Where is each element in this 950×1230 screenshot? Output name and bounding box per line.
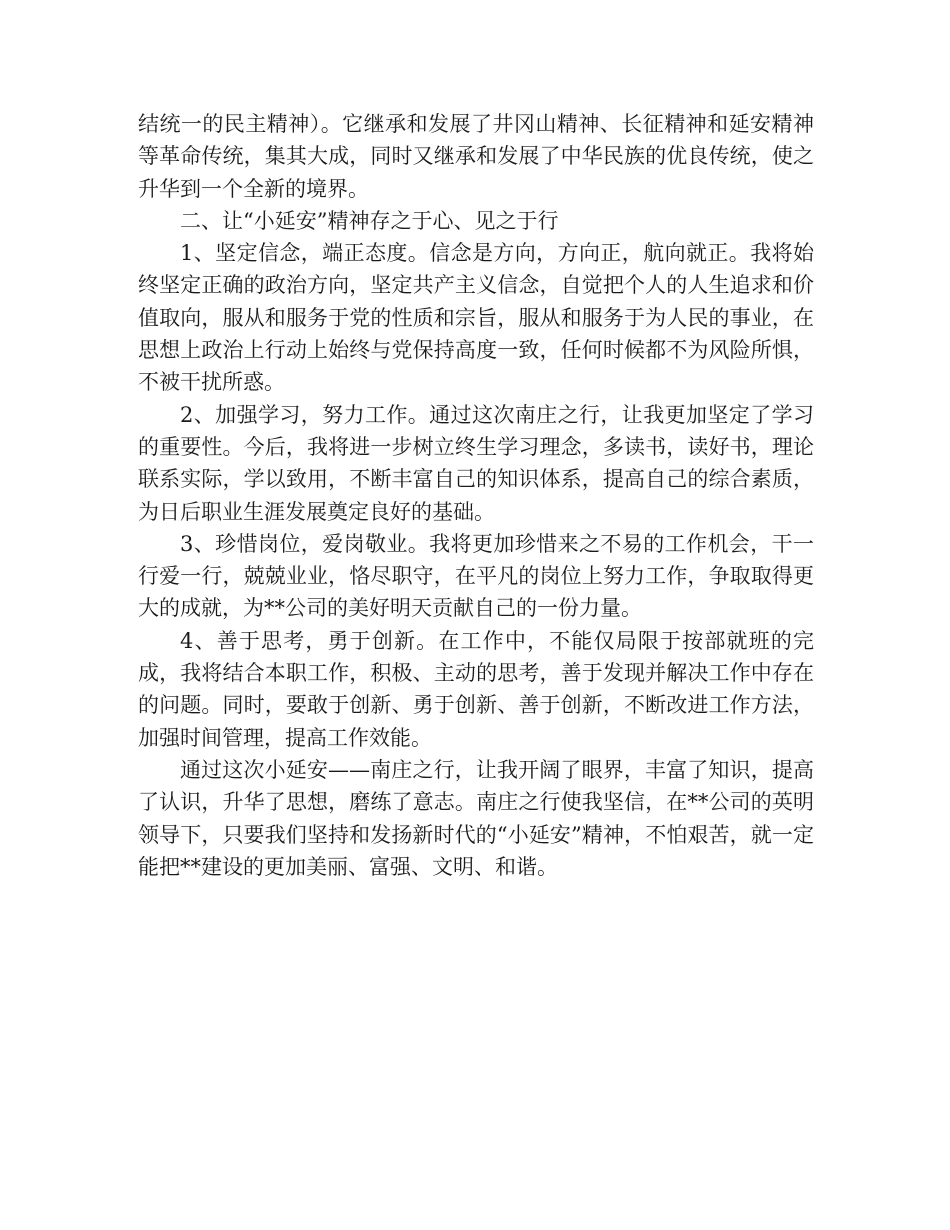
section-heading: 二、让“小延安”精神存之于心、见之于行 <box>180 208 559 233</box>
paragraph-point-3: 3、珍惜岗位，爱岗敬业。我将更加珍惜来之不易的工作机会，干一行爱一行，兢兢业业，恪尽职守，在平凡的岗位上努力工作，争取取得更大的成就，为**公司的美好明天贡献自己的一份力量。 <box>138 531 814 621</box>
paragraph-point-2: 2、加强学习，努力工作。通过这次南庄之行，让我更加坚定了学习的重要性。今后，我将进一步树立终生学习理念，多读书，读好书，理论联系实际，学以致用，不断丰富自己的知识体系，提高自己的综合素质，为日后职业生涯发展奠定良好的基础。 <box>138 402 814 524</box>
paragraph-continuation: 结统一的民主精神）。它继承和发展了井冈山精神、长征精神和延安精神等革命传统，集其大成，同时又继承和发展了中华民族的优良传统，使之升华到一个全新的境界。 <box>138 112 814 201</box>
document-body <box>138 108 814 883</box>
paragraph-conclusion: 通过这次小延安——南庄之行，让我开阔了眼界，丰富了知识，提高了认识，升华了思想，磨练了意志。南庄之行使我坚信，在**公司的英明领导下，只要我们坚持和发扬新时代的“小延安”精神，不怕艰苦，就一定能把**建设的更加美丽、富强、文明、和谐。 <box>138 757 814 879</box>
paragraph-point-4: 4、善于思考，勇于创新。在工作中，不能仅局限于按部就班的完成，我将结合本职工作，积极、主动的思考，善于发现并解决工作中存在的问题。同时，要敢于创新、勇于创新、善于创新，不断改进工作方法，加强时间管理，提高工作效能。 <box>138 628 814 750</box>
paragraph-point-1: 1、坚定信念，端正态度。信念是方向，方向正，航向就正。我将始终坚定正确的政治方向，坚定共产主义信念，自觉把个人的人生追求和价值取向，服从和服务于党的性质和宗旨，服从和服务于为人民的事业，在思想上政治上行动上始终与党保持高度一致，任何时候都不为风险所惧，不被干扰所惑。 <box>138 241 814 395</box>
